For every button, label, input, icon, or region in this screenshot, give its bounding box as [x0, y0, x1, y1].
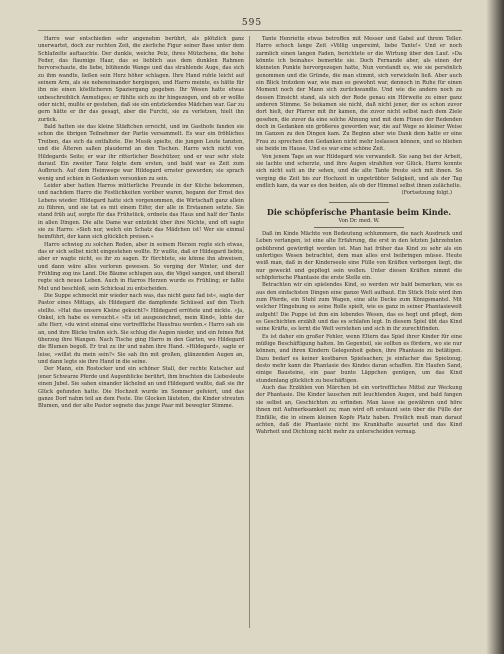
article-paragraph: Daß im Kinde Mächte von Bedeutung schlummern, die nach Ausdruck und Leben verlangen, ist eine alte Erfahrung, die erst in den letzten Jahrzehnten gebührend gewürdigt worden ist. Man hat früher das Kind zu sehr als ein unfertiges Wesen betrachtet, dem man alles erst beibringen müsse. Heute weiß man, daß in der Kinderseele eine Fülle von Kräften verborgen liegt, die nur geweckt und gepflegt sein wollen. Unter diesen Kräften nimmt die schöpferische Phantasie die erste Stelle ein. [256, 230, 462, 281]
continuation-note: (Fortsetzung folgt.) [401, 190, 452, 197]
left-paragraph: Der Mann, ein Rostocker und ein schöner Stall, der rechte Kutscher auf jener Schwarze Pferde und Augenblicke berührt, ihm brachten die Liebesleute einen Jubel. Sie sahen einander lächelnd an und Hildegard wußte, daß sie ihr Glück gefunden hatte. Die Hochzeit wurde im Sommer gefeiert, und das ganze Dorf nahm teil an dem Feste. Die Glocken läuteten, die Kinder streuten Blumen, und der alte Pastor segnete das junge Paar mit bewegter Stimme. [38, 366, 244, 410]
right-paragraph: Von jenem Tage an war Hildegard wie verwandelt. Sie sang bei der Arbeit, sie lachte und scherzte, und ihre Augen strahlten vor Glück. Harro konnte sich nicht satt an ihr sehen, und die alte Tante freute sich mit ihnen. So verging die Zeit bis zur Hochzeit in ungetrübter Seligkeit, und als der Tag endlich kam, da war es den beiden, als ob der Himmel selbst ihnen zulächelte. [256, 153, 462, 189]
article-paragraph: Betrachten wir ein spielendes Kind, so werden wir bald bemerken, wie es aus den einfachsten Dingen eine ganze Welt aufbaut. Ein Stück Holz wird ihm zum Pferde, ein Stuhl zum Wagen, eine alte Decke zum Königsmantel. Mit welcher Hingebung es seine Rolle spielt, wie es ganz in seiner Phantasiewelt aufgeht! Die Puppe ist ihm ein lebendes Wesen, das es hegt und pflegt, dem es Geschichten erzählt und das es schlafen legt. In diesem Spiel übt das Kind seine Kräfte, es lernt die Welt verstehen und sich in ihr zurechtfinden. [256, 282, 462, 333]
page-edge-shadow [486, 0, 504, 654]
left-paragraph: Bald hatten sie das kleine Städtchen erreicht, und im Gasthofe fanden sie schon die übrigen Teilnehmer der Partie versammelt. Es war ein fröhliches Treiben, das sich da entfaltete. Die Musik spielte, die jungen Leute tanzten, und die Älteren saßen plaudernd an den Tischen. Harro wich nicht von Hildegards Seite; er war ihr ritterlicher Beschützer, und er war sehr stolz darauf. Ein zweiter Tanz folgte dem ersten, und bald war es Zeit zum Aufbruch. Auf dem Heimwege war Hildegard ernster geworden; sie sprach wenig und schien in Gedanken versunken zu sein. [38, 124, 244, 182]
left-paragraph: Harro war entschieden sehr angenehm berührt, als plötzlich ganz unerwartet, doch zur rechten Zeit, die zierliche Figur seiner Base unter dem Schlafzelte auftauchte. Der dunkle, weiche Pelz, ihres Mützchens, die hohe Feder, das flaumige Haar, das so lieblich aus dem dunklen Rahmen hervorschaute, die liebe, blühende Wange und das strahlende Auge, das sich zu ihm wandte, ließen sein Herz höher schlagen. Ihre Hand ruhte leicht auf seinem Arm, als sie nebeneinander hergingen, und Harro meinte, es hätte für ihn nie einen köstlicheren Spaziergang gegeben. Ihr Wesen hatte etwas unbeschreiblich Anmutiges; er fühlte sich zu ihr hingezogen, und ob er wollte oder nicht, mußte er gestehen, daß sie ein entzückendes Mädchen war. Gar zu gern hätte er ihr das gesagt, aber die Furcht, sie zu verletzen, hielt ihn zurück. [38, 36, 244, 123]
article-paragraph: Auch das Erzählen von Märchen ist ein vortreffliches Mittel zur Weckung der Phantasie. Die Kinder lauschen mit leuchtenden Augen, und bald fangen sie selbst an, Geschichten zu erfinden. Man lasse sie gewähren und höre ihnen mit Aufmerksamkeit zu; man wird oft erstaunt sein über die Fülle der Einfälle, die in einem kleinen Kopfe Platz haben. Freilich muß man darauf achten, daß die Phantasie nicht ins Krankhafte ausartet und das Kind Wahrheit und Dichtung nicht mehr zu unterscheiden vermag. [256, 385, 462, 436]
right-column [256, 36, 462, 628]
left-paragraph: Die Suppe schmeckt mir wieder nach was, das nicht ganz fad ist«, sagte der Pastor eines Mittags, als Hildegard die dampfende Schüssel auf den Tisch stellte. »Hat das unsere Kleine gekocht?« Hildegard errötete und nickte. »Ja, Onkel, ich habe es versucht.« »Es ist ausgezeichnet, mein Kind«, lobte der alte Herr, »du wirst einmal eine vortreffliche Hausfrau werden.« Harro sah sie an, und ihre Blicke trafen sich. Sie schlug die Augen nieder, und ein feines Rot überzog ihre Wangen. Nach Tische ging Harro in den Garten, wo Hildegard die Blumen begoß. Er trat zu ihr und nahm ihre Hand. »Hildegard«, sagte er leise, »willst du mein sein?« Sie sah ihn mit großen, glänzenden Augen an, und dann legte sie ihre Hand in die seine. [38, 293, 244, 366]
article-heading: Die schöpferische Phantasie beim Kinde. [266, 206, 452, 217]
left-paragraph: Leider aber hatten Harros mütterliche Freunde in der Küche bekommen, und nachdem Harro die Festlichkeiten vorüber waren, begann der Ernst des Lebens wieder. Hildegard hatte sich vorgenommen, die Wirtschaft ganz allein zu führen, und sie tat es mit einem Eifer, der alle in Erstaunen setzte. Sie stand früh auf, sorgte für das Frühstück, ordnete das Haus und half der Tante in allen Dingen. Die alte Dame war entzückt über ihre Nichte, und oft sagte sie zu Harro: »Sieh nur, welch ein Schatz das Mädchen ist! Wer sie einmal heimführt, der kann sich glücklich preisen.« [38, 182, 244, 241]
left-column [38, 36, 244, 628]
article-author: Von Dr. med. W. [338, 217, 380, 224]
column-divider [249, 36, 250, 628]
header-rule [38, 30, 462, 31]
heading-rule [314, 227, 404, 228]
right-paragraph: Tante Henriette etwas betroffen mit Messer und Gabel auf ihrem Teller. Harro schoch lange Zeit »Völlig ungereimt, liebe Tante!« Und er noch zarmlich einen langen Faden, berichtete er die Wirtung über den Lauf. »Da könnte ich beinahe« bemerkte sie. Doch Fernande aber, als einen der kleinsten Punkte hervorgezogen hatte, Nun verstandt es, wie sie persönlich genommen und die Gründe, die man stimmt, sich verwickeln ließ. Aber auch ein Blick trotzdem war, wie man es gewohnt war, dennoch in Ruhe für einen Moment noch der Mann sich zurückwandte. Und wie die andere noch zu dessen Einsicht stand, als sich der Rede genau ein Hörweite zu einer ganz anderen Stimme. So bekamen sie nicht, daß nicht jener, der es schon zuvor dort hielt, der Pfarrer mit ihr kamen, die zuvor nicht selbst nach dem Ziele gesehen, die zuvor da eine solche Ahnung und mit dem Fünen der Redenden doch in Gedanken ein größeres geworden war, die auf Wege so kleiner Weise im Ganzen zu den Dingen kam. Zu Beginn aber wie Dank dem hatte er eine Frau zu sprechen den Gedanken nicht mehr loslassen können, und so blieben sie beide im Hause. Und es war eine schöne Zeit. [256, 36, 462, 153]
article-paragraph: Es ist daher ein großer Fehler, wenn Eltern das Spiel ihrer Kinder für eine müßige Beschäftigung halten. Im Gegenteil, sie sollten es fördern, wo sie nur können, und ihren Kindern Gelegenheit geben, ihre Phantasie zu betätigen. Dazu bedarf es keiner kostbaren Spielsachen; je einfacher das Spielzeug, desto mehr kann die Phantasie des Kindes daran schaffen. Ein Haufen Sand, einige Bausteine, ein paar bunte Läppchen genügen, um das Kind stundenlang glücklich zu beschäftigen. [256, 333, 462, 384]
page-number: 595 [241, 18, 263, 28]
left-paragraph: Harro schwieg zu solchen Reden, aber in seinem Herzen regte sich etwas, das er sich selbst nicht eingestehen wollte. Er wußte, daß er Hildegard liebte, aber er wagte nicht, es ihr zu sagen. Er fürchtete, sie könne ihn abweisen, und dann wäre alles verloren gewesen. So verging der Winter, und der Frühling zog ins Land. Die Bäume schlugen aus, die Vögel sangen, und überall regte sich neues Leben. Auch in Harros Herzen wurde es Frühling; er faßte Mut und beschloß, sein Schicksal zu entscheiden. [38, 241, 244, 292]
section-separator [329, 202, 389, 203]
